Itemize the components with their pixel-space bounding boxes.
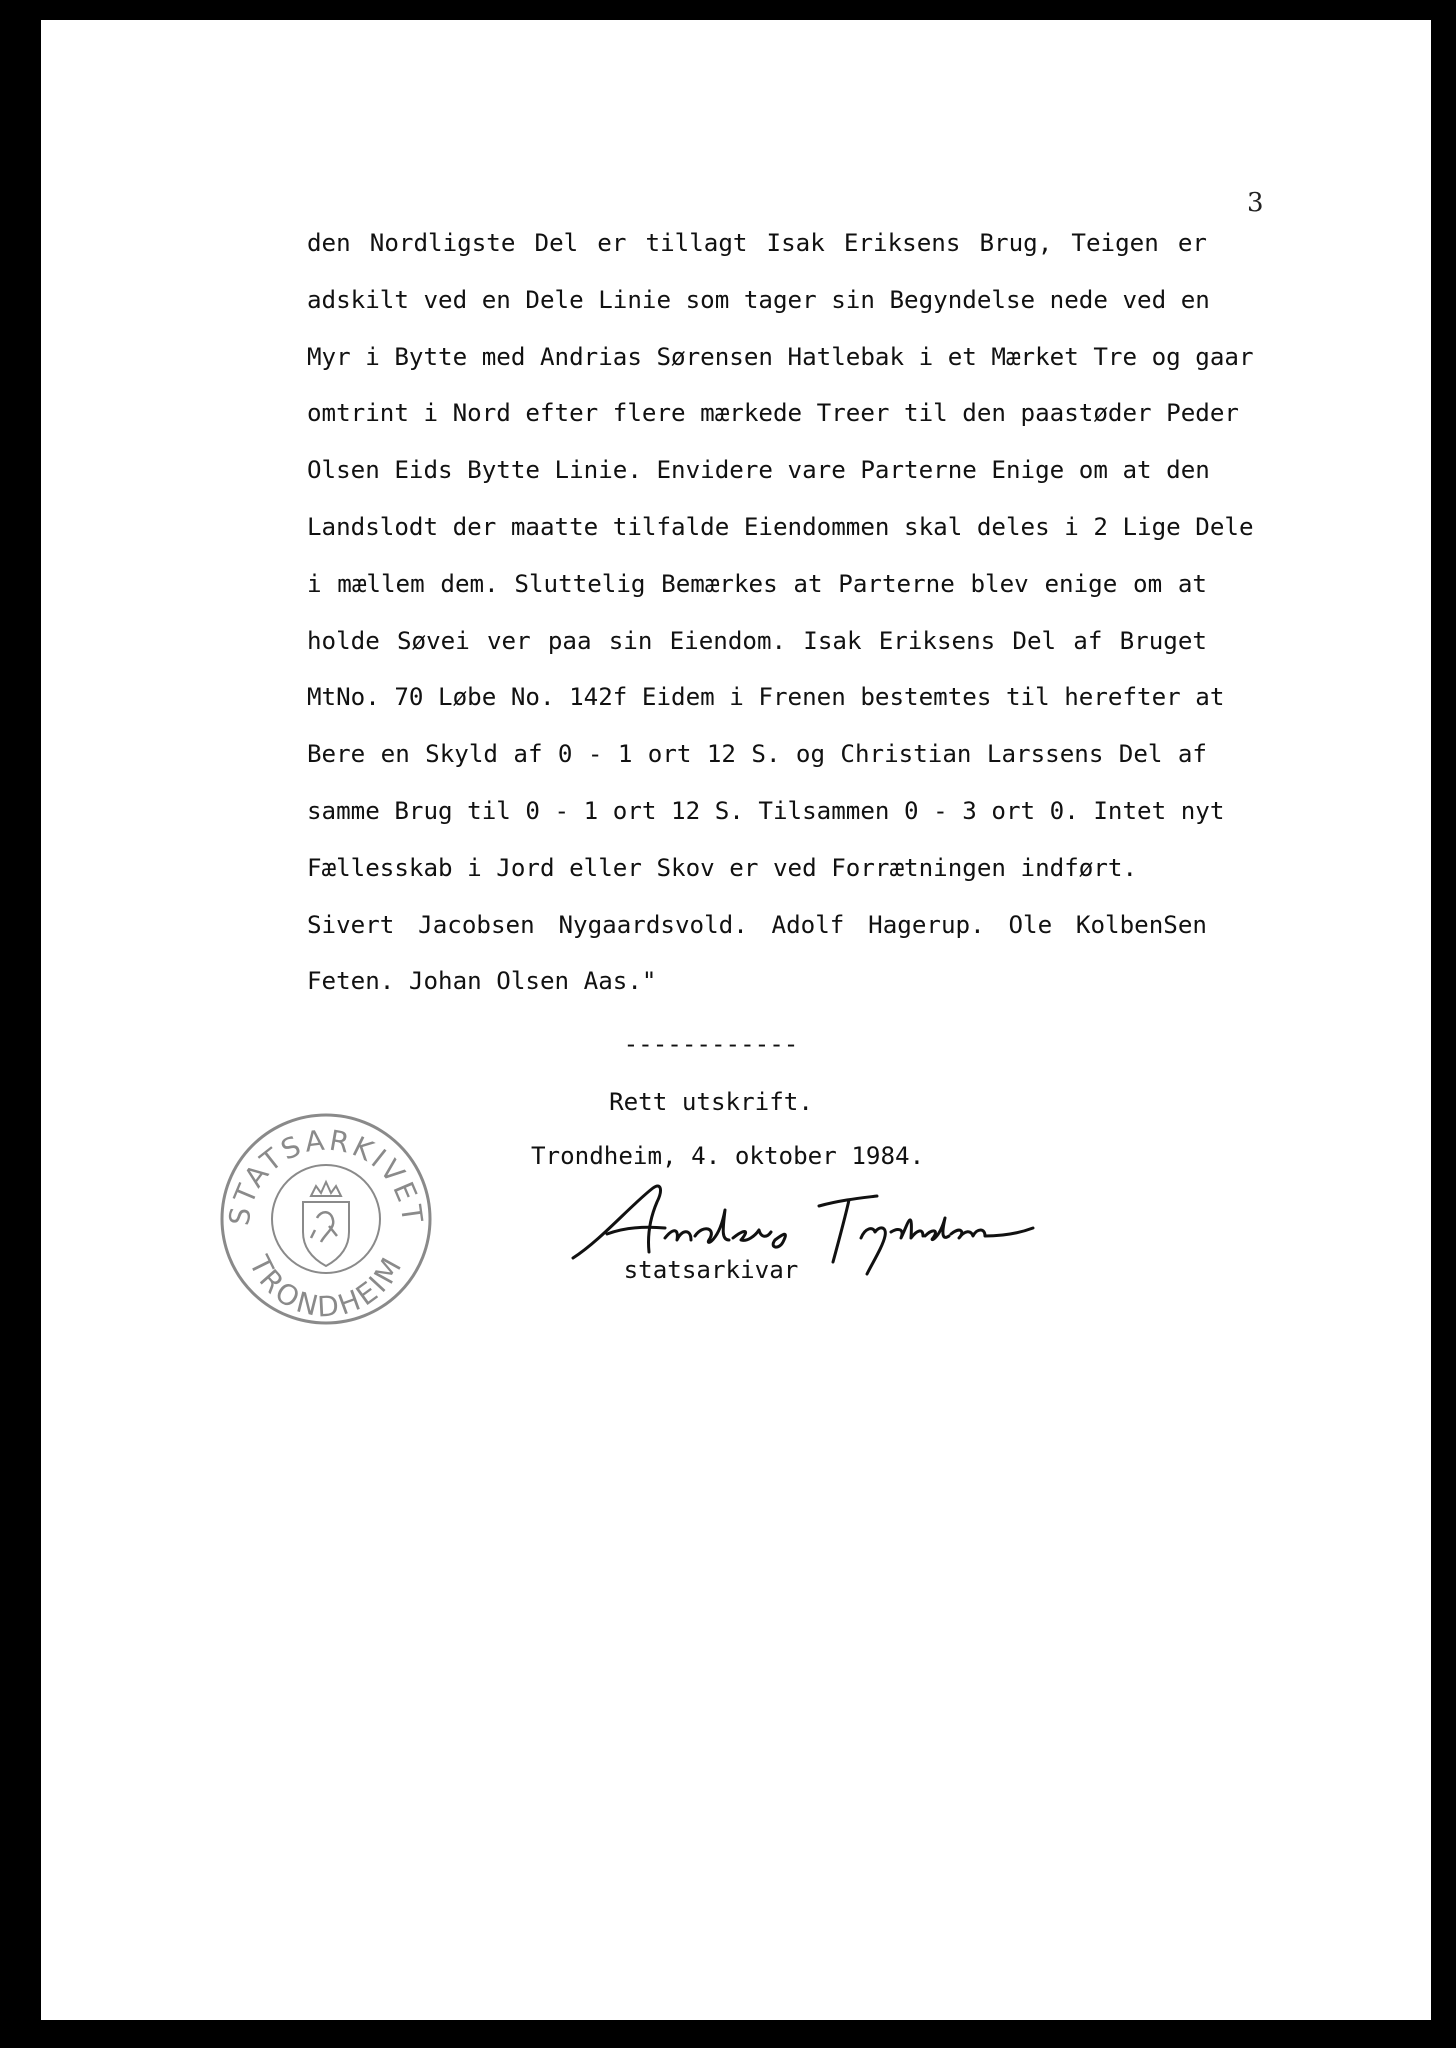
coat-of-arms-icon (303, 1182, 349, 1266)
signatory-title: statsarkivar (623, 1256, 799, 1284)
body-line: adskilt ved en Dele Linie som tager sin Begyndelse nede ved en (307, 285, 1210, 314)
body-line: Sivert Jacobsen Nygaardsvold. Adolf Hagerup. Ole KolbenSen (307, 910, 1207, 939)
body-line: holde Søvei ver paa sin Eiendom. Isak Eriksens Del af Bruget (307, 626, 1207, 655)
body-line: i mællem dem. Sluttelig Bemærkes at Parterne blev enige om at (307, 569, 1207, 598)
archive-stamp (217, 1110, 435, 1328)
certification-text: Rett utskrift. (609, 1088, 813, 1116)
body-line: Feten. Johan Olsen Aas." (307, 967, 657, 996)
body-line: den Nordligste Del er tillagt Isak Eriksens Brug, Teigen er (307, 229, 1207, 257)
body-line: Myr i Bytte med Andrias Sørensen Hatlebak i et Mærket Tre og gaar (307, 342, 1254, 371)
stamp-bottom-text: TRONDHEIM (242, 1249, 410, 1324)
document-page (41, 20, 1431, 2020)
page-number: 3 (1247, 188, 1264, 218)
document-body (307, 215, 1254, 1010)
body-line: Bere en Skyld af 0 - 1 ort 12 S. og Christian Larssens Del af (307, 740, 1207, 769)
svg-text:TRONDHEIM (242, 1250, 409, 1324)
place-date: Trondheim, 4. oktober 1984. (531, 1142, 925, 1170)
body-line: Landslodt der maatte tilfalde Eiendommen skal deles i 2 Lige Dele (307, 512, 1254, 541)
body-line: Fællesskab i Jord eller Skov er ved Forrætningen indført. (307, 853, 1138, 882)
stamp-top-text: STATSARKIVET (222, 1123, 430, 1228)
divider-line: ------------ (623, 1030, 799, 1058)
body-line: MtNo. 70 Løbe No. 142f Eidem i Frenen bestemtes til herefter at (307, 683, 1225, 712)
body-line: Olsen Eids Bytte Linie. Envidere vare Parterne Enige om at den (307, 456, 1210, 485)
body-line: samme Brug til 0 - 1 ort 12 S. Tilsammen 0 - 3 ort 0. Intet nyt (307, 796, 1225, 825)
body-line: omtrint i Nord efter flere mærkede Treer til den paastøder Peder (307, 399, 1239, 428)
